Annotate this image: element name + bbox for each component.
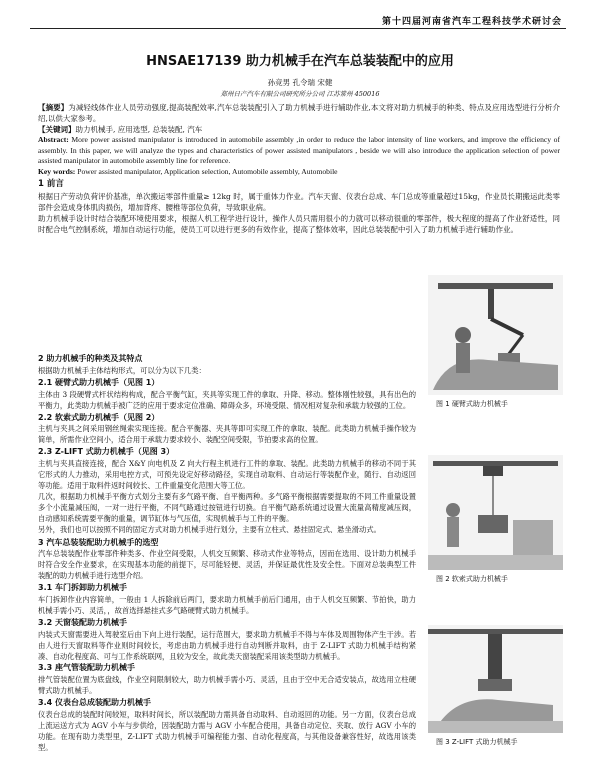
section-3-4-heading: 3.4 仪表台总成装配助力机械手 (38, 698, 151, 708)
cable-manipulator-illustration (428, 455, 563, 570)
abstract-en (38, 135, 560, 167)
section-3-4-text: 仪表台总成的装配时间较短，取料时间长，所以装配助力需具备自动取料、自动返回的功能。另一方面，仪表台总成上流运送方式为 AGV 小车与步供给，因装配助力需与 AGV 小车配合使用，具备自动定位、夹取、放行 AGV 小车的功能。在现有助力类型里，Z-LIFT 式助力机械手可编程能力强、自动化程度高，与其他设备兼容性好，故选用该类型。 (38, 710, 416, 752)
main-column (38, 352, 416, 754)
keywords-cn (38, 124, 560, 135)
abstract-cn (38, 102, 560, 124)
section-2-intro: 根据助力机械手主体结构形式，可以分为以下几类： (38, 365, 206, 375)
affiliation: 郑州日产汽车有限公司研究所分公司 江苏常州 450016 (220, 90, 380, 98)
figure-1 (428, 275, 563, 409)
section-2-1-heading: 2.1 硬臂式助力机械手（见图 1） (38, 377, 160, 387)
section-3-1-heading: 3.1 车门拆卸助力机械手 (38, 583, 127, 593)
keywords-en (38, 167, 560, 178)
abstract-cn-text: 为减轻线体作业人员劳动强度,提高装配效率,汽车总装装配引入了助力机械手进行辅助作业,本文将对助力机械手的种类、特点及应用选型进行分析介绍,以供大家参考。 (38, 103, 560, 123)
section-3-3-text: 排气管装配位置为底盘线，作业空间限制较大，助力机械手需小巧、灵活，且由于空中无合适安装点，故选用立柱硬臂式助力机械手。 (38, 675, 416, 696)
section-2-1-text: 主体由 3 段硬臂式杆状结构构成，配合平衡气缸，夹具等实现工件的拿取、升降、移动。整体刚性较强，具有出色的平衡力，此类助力机械手被广泛的应用于要求定位准确、障碍众多，环境受限、情况相对复杂和承载力较强的工位。 (38, 389, 416, 410)
section-2-3-para-3: 另外，我们也可以按照不同的固定方式对助力机械手进行划分，主要有立柱式、悬挂固定式、悬坐滑动式。 (38, 524, 381, 534)
z-lift-manipulator-illustration (428, 625, 563, 733)
section-3-3-heading: 3.3 座气管装配助力机械手 (38, 663, 135, 673)
abstract-en-text: More power assisted manipulator is introduced in automobile assembly ,in order to reduce the labor intensity of line workers, and improve the efficiency of assembly. In this paper, we will analyze the types and characteristics of power assisted manipulators , beside we will also introduce the application selection of power assisted manipulator in automobile assembly line for reference. (38, 135, 560, 165)
figure-2 (428, 455, 563, 584)
section-2-2-heading: 2.2 软索式助力机械手（见图 2） (38, 412, 160, 422)
front-matter (38, 102, 560, 235)
keywords-en-text: Power assisted manipulator, Application selection, Automobile assembly, Automobile (77, 166, 338, 176)
section-2-3-heading: 2.3 Z-LIFT 式助力机械手（见图 3） (38, 447, 175, 457)
section-3-1-text: 车门拆卸作业内容简单，一般由 1 人拆除前后两门，要求助力机械手前后门通用，由于人机交互频繁、节拍快，助力机械手需小巧、灵活，，故首选择悬挂式多气路硬臂式助力机械手。 (38, 595, 416, 615)
section-3-2-heading: 3.2 天窗装配助力机械手 (38, 617, 127, 627)
section-1-para-1: 根据日产劳动负荷评价基准，单次搬运零部件重量≥ 12kg 时，属于重体力作业。汽车天窗、仪表台总成、车门总成等重量超过15kg，作业员长期搬运此类零部件会造成身体肌肉损伤，增加背疼、腰椎等部位负荷，导致职业病。 (38, 192, 560, 212)
section-2-3-para-2: 几次，根据助力机械手平衡方式划分主要有多气路平衡、自平衡两种。多气路平衡根据需要提取的不同工件重量设置多个小流量减压阀，一对一进行平衡，不同气路通过按钮进行切换。自平衡气路系统通过设置大流量高精度减压阀，自动感知系统需要平衡的重量，调节缸体与气压值，实现机械手与工件的平衡。 (38, 491, 416, 523)
section-3-2-text: 内装式天窗需要进入驾驶室后由下向上进行装配，运行范围大，要求助力机械手不得与车体及周围物体产生干涉。若由人进行天窗取料等作业则时间较长，考虑由助力机械手进行自动判断并取料，由于 Z-LIFT 式助力机械手结构紧凑、自动化程度高、可与工作系统联网，且较为安全，故此类天窗装配采用该类型助力机械手。 (38, 629, 416, 661)
keywords-cn-text: 助力机械手, 应用选型, 总装装配, 汽车 (75, 125, 203, 134)
abstract-en-label: Abstract: (38, 135, 69, 144)
figure-3-caption: 图 3 Z-LIFT 式助力机械手 (436, 738, 518, 746)
figure-3 (428, 625, 563, 747)
rigid-arm-manipulator-illustration (428, 275, 563, 395)
section-1-para-2: 助力机械手设计时结合装配环境使用要求，根据人机工程学进行设计，操作人员只需用很小的力就可以移动很重的零部件，极大程度的提高了作业舒适性，同时配合电气控制系统，增加自动运行功能，使员工可以进行更多的有效作业，提高了整体效率，因此总装装配中引入了助力机械手进行辅助作业。 (38, 214, 560, 234)
section-1-heading: 1 前言 (38, 179, 64, 189)
header-rule (30, 28, 566, 29)
keywords-cn-label: 【关键词】 (38, 125, 76, 134)
author-list: 孙竞男 孔令瑞 宋健 (267, 78, 333, 87)
section-3-intro: 汽车总装装配作业零部件种类多、作业空间受限，人机交互频繁、移动式作业等特点，因而在选用、设计助力机械手时符合安全作业要求，在实现基本功能的前提下，尽可能轻便、灵活，并保证最优性及安全性。下面对总装典型工件装配的助力机械手进行选型介绍。 (38, 549, 416, 581)
figure-2-caption: 图 2 软索式助力机械手 (436, 575, 508, 583)
abstract-cn-label: 【摘要】 (38, 103, 69, 112)
section-2-2-text: 主机与夹具之间采用钢丝绳索实现连接。配合平衡器、夹具等即可实现工件的拿取、装配。此类助力机械手操作较为简单，所需作业空间小，适合用于承载力要求较小、装配空间受限，节拍要求高的位置。 (38, 424, 416, 445)
section-3-heading: 3 汽车总装装配助力机械手的选型 (38, 537, 159, 547)
keywords-en-label: Key words: (38, 166, 76, 176)
running-header: 第十四届河南省汽车工程科技学术研讨会 (381, 17, 562, 27)
section-2-heading: 2 助力机械手的种类及其特点 (38, 354, 143, 363)
figure-1-caption: 图 1 硬臂式助力机械手 (436, 400, 508, 408)
section-2-3-para-1: 主机与夹具直接连接，配合 X&Y 向电机及 Z 向大行程主机进行工件的拿取、装配。此类助力机械手的移动不同于其它形式的人力推动，采用电控方式，可预先设定好移动路径，实现自动取料、自动运行等装配作业，随行、自动返回等功能。适用于取料件返时间较长、工件重量变化范围大等工位。 (38, 459, 416, 490)
paper-title: HNSAE17139 助力机械手在汽车总装装配中的应用 (146, 54, 454, 69)
